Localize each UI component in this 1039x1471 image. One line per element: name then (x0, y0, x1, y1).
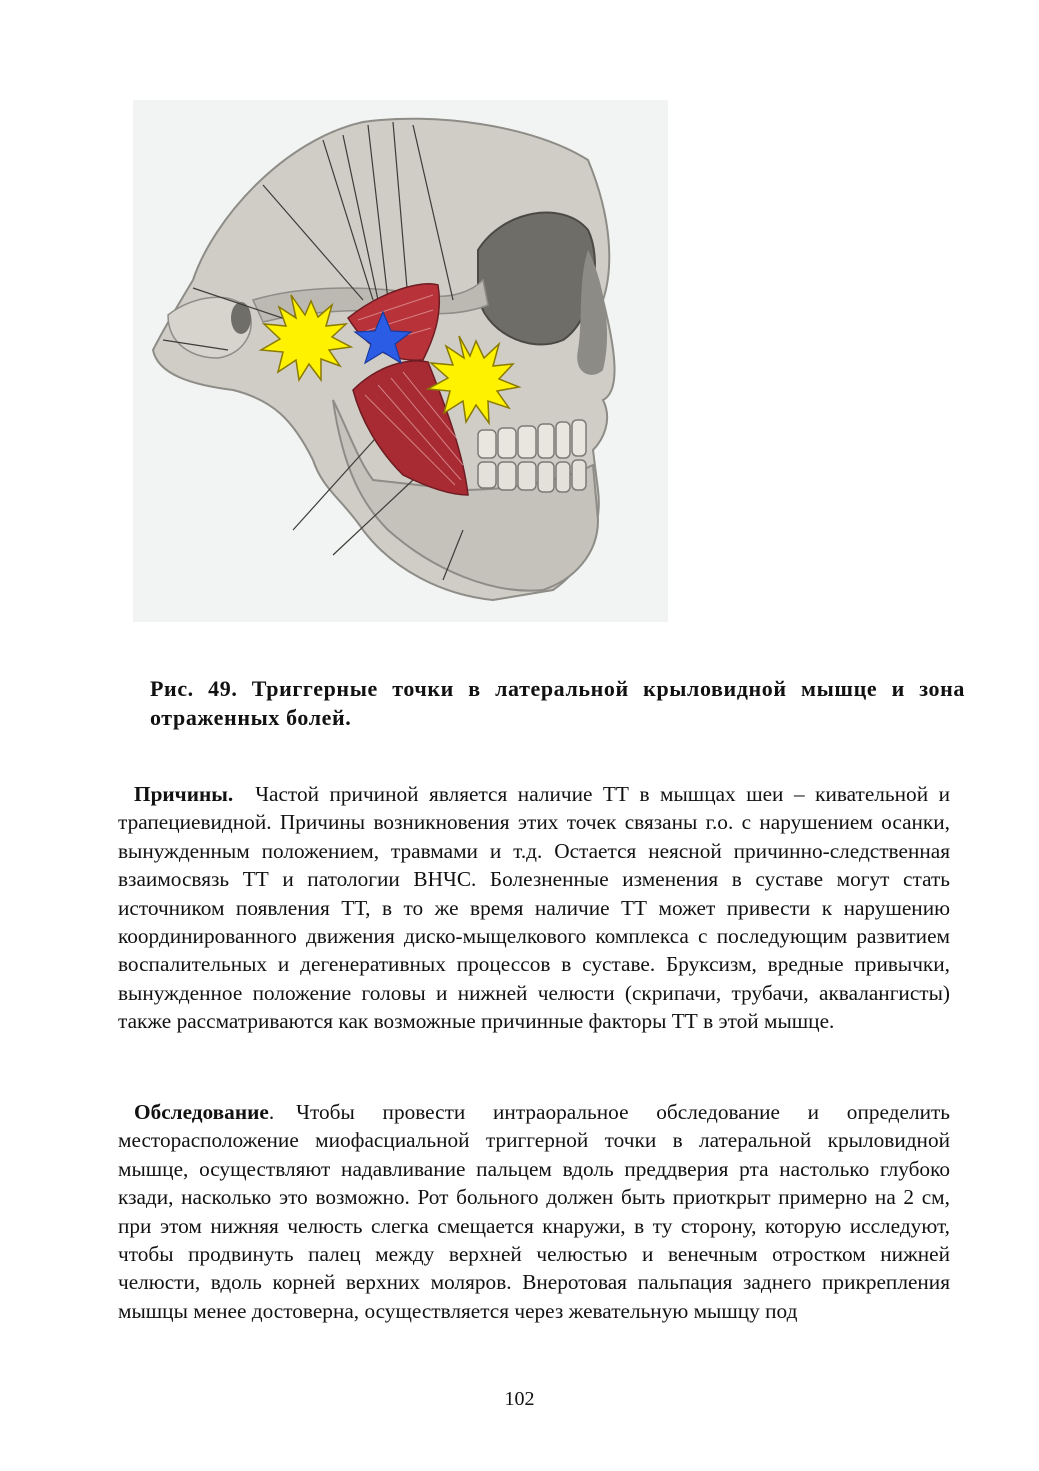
paragraph-causes-lead: Причины. (134, 782, 234, 806)
skull-illustration (133, 100, 668, 622)
paragraph-causes-text: Частой причиной является наличие ТТ в мышцах шеи – кивательной и трапециевидной. Причины возникновения этих точек связаны г.о. с нарушением осанки, вынужденным положением, травмами и т.д. Остается неясной причинно-следственная взаимосвязь ТТ и патологии ВНЧС. Болезненные изменения в суставе могут стать источником появления ТТ, в то же время наличие ТТ может привести к нарушению координированного движения диско-мыщелкового комплекса с последующим развитием воспалительных и дегенеративных процессов в суставе. Бруксизм, вредные привычки, вынужденное положение головы и нижней челюсти (скрипачи, трубачи, аквалангисты) также рассматриваются как возможные причинные факторы ТТ в этой мышце. (118, 782, 950, 1034)
paragraph-causes (118, 780, 950, 1036)
paragraph-exam-lead-punct: . (268, 1100, 275, 1124)
lower-teeth (478, 460, 586, 492)
paragraph-exam-text: Чтобы провести интраоральное обследование и определить месторасположение миофасциальной триггерной точки в латеральной крыловидной мышце, осуществляют надавливание пальцем вдоль преддверия рта настолько глубоко кзади, насколько это возможно. Рот больного должен быть приоткрыт примерно на 2 см, при этом нижняя челюсть слегка смещается кнаружи, в ту сторону, которую исследуют, чтобы продвинуть палец между верхней челюстью и венечным отростком нижней челюсти, вдоль корней верхних моляров. Внеротовая пальпация заднего прикрепления мышцы менее достоверна, осуществляется через жевательную мышцу под (118, 1100, 950, 1323)
orbit (478, 213, 595, 345)
paragraph-exam (118, 1098, 950, 1325)
paragraph-exam-lead: Обследование (134, 1100, 269, 1124)
page-number: 102 (504, 1388, 535, 1410)
figure-caption: Рис. 49. Триггерные точки в латеральной крыловидной мышце и зона отраженных болей. (150, 676, 965, 730)
anatomy-figure (133, 100, 668, 622)
